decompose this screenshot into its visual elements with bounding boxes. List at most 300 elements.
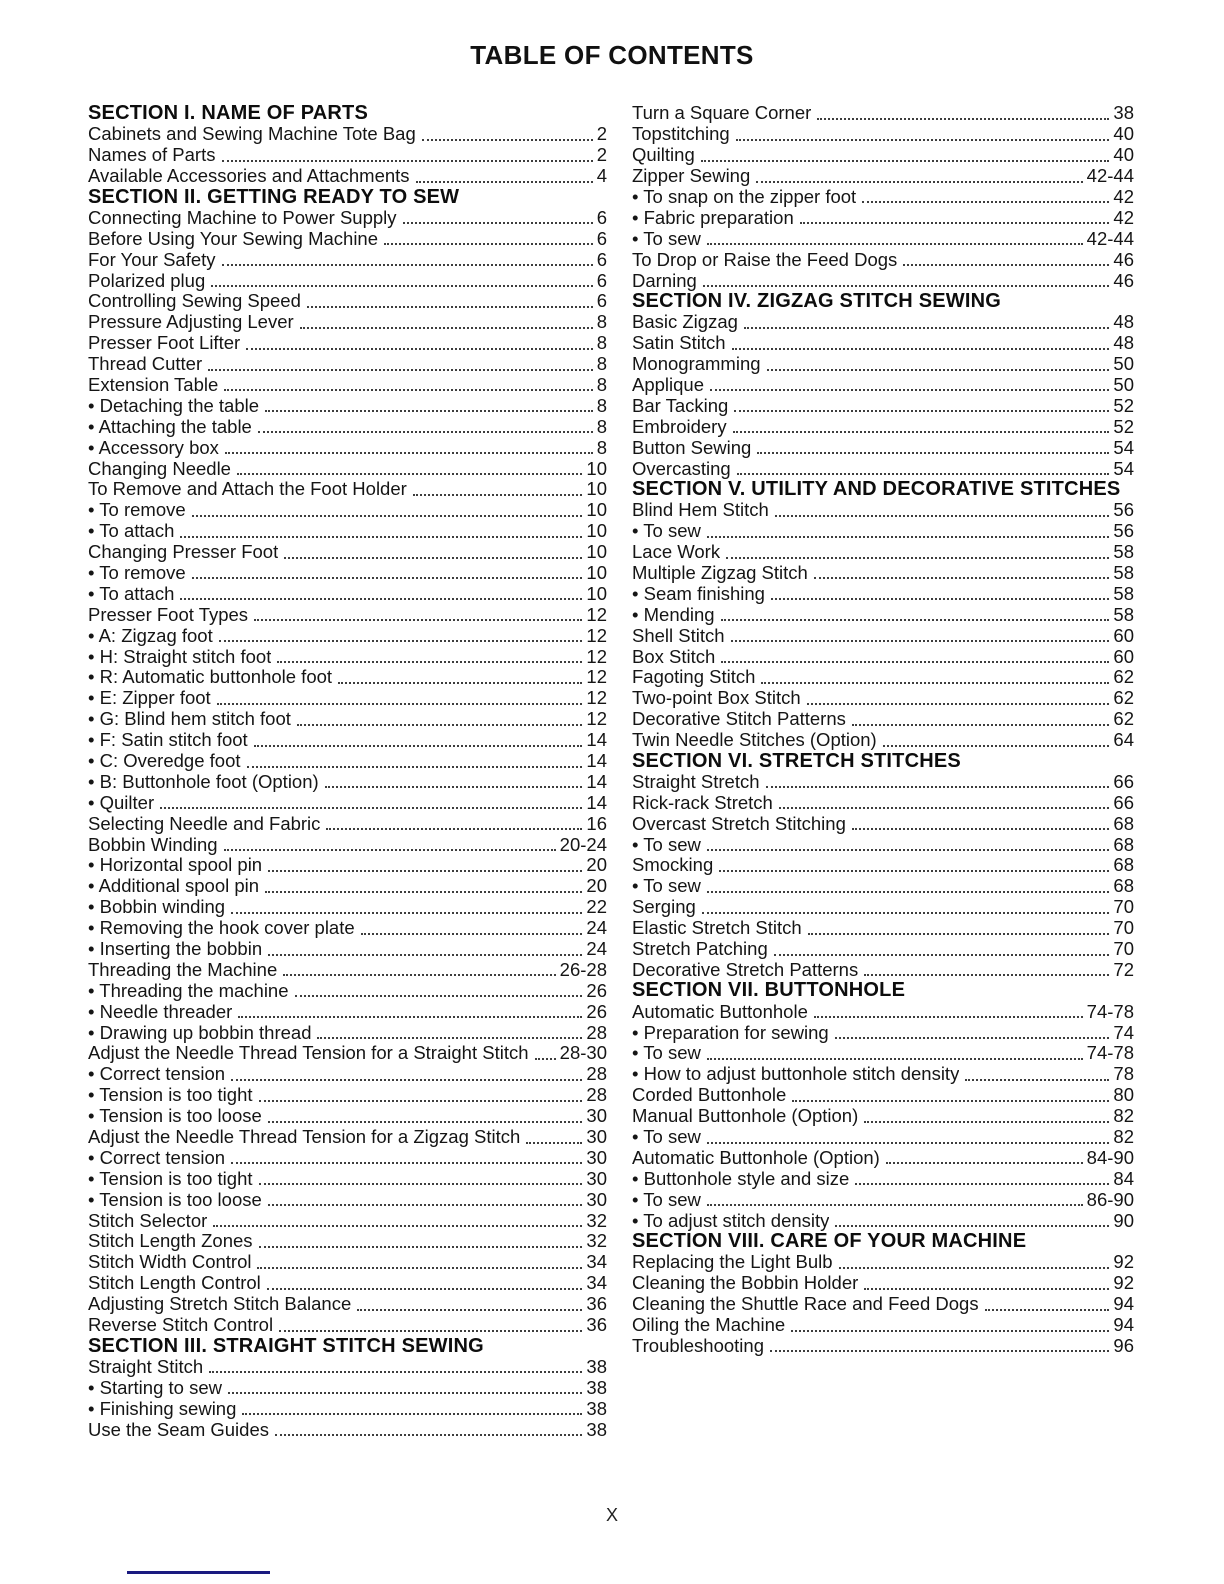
page-number: 30 bbox=[586, 1126, 607, 1148]
toc-entry bbox=[88, 688, 607, 709]
dot-leader bbox=[237, 473, 582, 475]
toc-entry bbox=[88, 813, 607, 834]
page-number: 50 bbox=[1113, 353, 1134, 375]
toc-entry bbox=[88, 333, 607, 354]
entry-label: Connecting Machine to Power Supply bbox=[88, 207, 397, 228]
dot-leader bbox=[180, 536, 582, 538]
entry-label: • To attach bbox=[88, 521, 175, 542]
toc-entry bbox=[88, 709, 607, 730]
toc-entry bbox=[88, 521, 607, 542]
entry-label: Overcasting bbox=[632, 458, 731, 479]
dot-leader bbox=[259, 1246, 583, 1248]
toc-entry bbox=[88, 312, 607, 333]
dot-leader bbox=[277, 661, 582, 663]
page-number: 70 bbox=[1113, 917, 1134, 939]
toc-entry bbox=[632, 1189, 1134, 1210]
page-number: 40 bbox=[1113, 123, 1134, 145]
dot-leader bbox=[707, 243, 1083, 245]
entry-label: • Seam finishing bbox=[632, 583, 765, 604]
toc-entry bbox=[632, 1106, 1134, 1127]
toc-entry bbox=[632, 1315, 1134, 1336]
dot-leader bbox=[864, 974, 1109, 976]
entry-label: • Detaching the table bbox=[88, 395, 260, 416]
toc-entry bbox=[88, 1231, 607, 1252]
toc-entry bbox=[88, 166, 607, 187]
entry-label: Shell Stitch bbox=[632, 625, 725, 646]
toc-entry bbox=[632, 458, 1134, 479]
entry-label: Use the Seam Guides bbox=[88, 1419, 269, 1440]
page-number: 14 bbox=[586, 729, 607, 751]
dot-leader bbox=[160, 807, 582, 809]
entry-label: Topstitching bbox=[632, 124, 730, 145]
page-number: 92 bbox=[1113, 1251, 1134, 1273]
entry-label: Blind Hem Stitch bbox=[632, 500, 769, 521]
dot-leader bbox=[300, 327, 593, 329]
footer-page-marker: X bbox=[605, 1505, 618, 1525]
toc-entry bbox=[88, 1356, 607, 1377]
dot-leader bbox=[779, 807, 1110, 809]
entry-label: • Additional spool pin bbox=[88, 876, 260, 897]
dot-leader bbox=[702, 912, 1110, 914]
toc-entry bbox=[88, 625, 607, 646]
page-number: 68 bbox=[1113, 875, 1134, 897]
dot-leader bbox=[852, 828, 1110, 830]
entry-label: • To remove bbox=[88, 500, 186, 521]
entry-label: • Correct tension bbox=[88, 1147, 226, 1168]
entry-label: • Removing the hook cover plate bbox=[88, 918, 355, 939]
page-number: 24 bbox=[586, 938, 607, 960]
entry-label: • Tension is too tight bbox=[88, 1085, 253, 1106]
dot-leader bbox=[707, 849, 1110, 851]
toc-entry bbox=[88, 1043, 607, 1064]
dot-leader bbox=[721, 661, 1109, 663]
page-number: 12 bbox=[586, 625, 607, 646]
toc-entry bbox=[88, 458, 607, 479]
entry-label: For Your Safety bbox=[88, 249, 216, 270]
toc-entry bbox=[632, 1168, 1134, 1189]
dot-leader bbox=[225, 452, 593, 454]
toc-entry bbox=[632, 1210, 1134, 1231]
page-number: 36 bbox=[586, 1314, 607, 1336]
toc-columns bbox=[88, 103, 1134, 1440]
dot-leader bbox=[217, 703, 583, 705]
toc-entry bbox=[88, 124, 607, 145]
page-number: 54 bbox=[1113, 437, 1134, 458]
dot-leader bbox=[835, 1225, 1109, 1227]
dot-leader bbox=[284, 557, 582, 559]
entry-label: Cleaning the Bobbin Holder bbox=[632, 1273, 859, 1294]
entry-label: Troubleshooting bbox=[632, 1335, 764, 1356]
dot-leader bbox=[864, 1288, 1109, 1290]
page-number: 10 bbox=[586, 458, 607, 479]
toc-entry bbox=[632, 500, 1134, 521]
page-number: 66 bbox=[1113, 792, 1134, 813]
toc-entry bbox=[632, 270, 1134, 291]
toc-entry bbox=[88, 542, 607, 563]
toc-entry bbox=[632, 688, 1134, 709]
dot-leader bbox=[267, 1288, 583, 1290]
entry-label: Embroidery bbox=[632, 416, 727, 437]
dot-leader bbox=[307, 306, 593, 308]
dot-leader bbox=[835, 1037, 1110, 1039]
dot-leader bbox=[535, 1058, 556, 1060]
dot-leader bbox=[808, 933, 1110, 935]
entry-label: Available Accessories and Attachments bbox=[88, 166, 410, 187]
toc-entry bbox=[88, 876, 607, 897]
entry-label: Quilting bbox=[632, 145, 695, 166]
entry-label: • Inserting the bobbin bbox=[88, 939, 263, 960]
dot-leader bbox=[265, 891, 582, 893]
entry-label: • F: Satin stitch foot bbox=[88, 730, 248, 751]
page-number: 30 bbox=[586, 1147, 607, 1168]
page-number: 92 bbox=[1113, 1272, 1134, 1294]
entry-label: • Bobbin winding bbox=[88, 897, 226, 918]
toc-entry bbox=[632, 166, 1134, 187]
page-number: 4 bbox=[596, 165, 607, 187]
entry-label: • Horizontal spool pin bbox=[88, 855, 263, 876]
toc-section-heading: SECTION VII. BUTTONHOLE bbox=[632, 980, 906, 1002]
toc-entry bbox=[632, 563, 1134, 584]
entry-label: Two-point Box Stitch bbox=[632, 688, 801, 709]
entry-label: Changing Presser Foot bbox=[88, 542, 279, 563]
entry-label: • B: Buttonhole foot (Option) bbox=[88, 771, 319, 792]
toc-entry bbox=[88, 1064, 607, 1085]
toc-entry bbox=[632, 395, 1134, 416]
entry-label: Straight Stretch bbox=[632, 771, 760, 792]
entry-label: • Fabric preparation bbox=[632, 207, 794, 228]
page-number: 12 bbox=[586, 646, 607, 667]
page-number: 38 bbox=[586, 1398, 607, 1419]
dot-leader bbox=[761, 682, 1109, 684]
page-number: 38 bbox=[586, 1419, 607, 1440]
entry-label: Serging bbox=[632, 897, 696, 918]
page-number: 82 bbox=[1113, 1105, 1134, 1127]
dot-leader bbox=[855, 1183, 1109, 1185]
dot-leader bbox=[317, 1037, 582, 1039]
entry-label: • Tension is too loose bbox=[88, 1106, 262, 1127]
entry-label: • To attach bbox=[88, 583, 175, 604]
toc-entry bbox=[88, 291, 607, 312]
toc-entry bbox=[88, 1398, 607, 1419]
toc-section-heading: SECTION I. NAME OF PARTS bbox=[88, 103, 368, 124]
toc-entry bbox=[632, 1022, 1134, 1043]
toc-entry bbox=[632, 667, 1134, 688]
toc-entry bbox=[88, 1294, 607, 1315]
dot-leader bbox=[814, 577, 1110, 579]
toc-entry bbox=[632, 375, 1134, 396]
toc-entry bbox=[632, 855, 1134, 876]
page-number: 58 bbox=[1113, 541, 1134, 563]
toc-entry bbox=[632, 1336, 1134, 1357]
page-number: 14 bbox=[586, 750, 607, 771]
page-number: 20 bbox=[586, 855, 607, 876]
page-number: 72 bbox=[1113, 959, 1134, 980]
toc-entry bbox=[88, 1210, 607, 1231]
toc-entry bbox=[88, 1106, 607, 1127]
toc-section-heading: SECTION II. GETTING READY TO SEW bbox=[88, 186, 460, 208]
entry-label: Multiple Zigzag Stitch bbox=[632, 562, 808, 583]
entry-label: • Threading the machine bbox=[88, 980, 289, 1001]
page-number: 48 bbox=[1113, 332, 1134, 354]
entry-label: • To sew bbox=[632, 228, 701, 249]
toc-entry bbox=[88, 395, 607, 416]
page-number: 30 bbox=[586, 1168, 607, 1189]
page-number: 8 bbox=[596, 374, 607, 395]
dot-leader bbox=[707, 536, 1110, 538]
page-number: 64 bbox=[1113, 729, 1134, 751]
dot-leader bbox=[357, 1309, 582, 1311]
toc-entry bbox=[632, 542, 1134, 563]
page-number: 46 bbox=[1113, 249, 1134, 270]
dot-leader bbox=[325, 786, 583, 788]
dot-leader bbox=[791, 1330, 1109, 1332]
page-number: 28-30 bbox=[559, 1043, 607, 1064]
page-number: 52 bbox=[1113, 395, 1134, 416]
dot-leader bbox=[710, 389, 1109, 391]
page-number: 42-44 bbox=[1086, 228, 1134, 249]
dot-leader bbox=[254, 619, 582, 621]
dot-leader bbox=[222, 264, 593, 266]
dot-leader bbox=[774, 954, 1110, 956]
dot-leader bbox=[247, 766, 583, 768]
entry-label: • H: Straight stitch foot bbox=[88, 646, 272, 667]
entry-label: • To sew bbox=[632, 1043, 701, 1064]
dot-leader bbox=[886, 1162, 1083, 1164]
dot-leader bbox=[766, 786, 1110, 788]
page-number: 42 bbox=[1113, 186, 1134, 207]
page-number: 68 bbox=[1113, 855, 1134, 876]
dot-leader bbox=[767, 369, 1110, 371]
entry-label: Cleaning the Shuttle Race and Feed Dogs bbox=[632, 1294, 979, 1315]
dot-leader bbox=[965, 1079, 1109, 1081]
toc-entry bbox=[632, 228, 1134, 249]
entry-label: Satin Stitch bbox=[632, 333, 726, 354]
toc-section-heading: SECTION VI. STRETCH STITCHES bbox=[632, 750, 961, 772]
toc-entry bbox=[632, 876, 1134, 897]
dot-leader bbox=[246, 348, 593, 350]
page-number: 6 bbox=[596, 270, 607, 291]
toc-entry bbox=[632, 103, 1134, 124]
page-number: 56 bbox=[1113, 520, 1134, 542]
entry-label: • A: Zigzag foot bbox=[88, 625, 213, 646]
toc-entry bbox=[632, 1064, 1134, 1085]
dot-leader bbox=[703, 285, 1110, 287]
entry-label: Box Stitch bbox=[632, 646, 716, 667]
page-number: 10 bbox=[586, 541, 607, 563]
toc-entry bbox=[88, 437, 607, 458]
entry-label: Stretch Patching bbox=[632, 939, 768, 960]
toc-entry bbox=[88, 270, 607, 291]
entry-label: • Quilter bbox=[88, 792, 155, 813]
dot-leader bbox=[213, 1225, 582, 1227]
entry-label: • To snap on the zipper foot bbox=[632, 186, 857, 207]
dot-leader bbox=[384, 243, 593, 245]
dot-leader bbox=[771, 598, 1109, 600]
dot-leader bbox=[744, 327, 1110, 329]
entry-label: • G: Blind hem stitch foot bbox=[88, 709, 291, 730]
page-number: 34 bbox=[586, 1251, 607, 1273]
page-number: 74-78 bbox=[1086, 1043, 1134, 1064]
toc-entry bbox=[88, 772, 607, 793]
entry-label: • To sew bbox=[632, 521, 701, 542]
page-number: 10 bbox=[586, 499, 607, 521]
toc-entry bbox=[88, 354, 607, 375]
page-number: 36 bbox=[586, 1293, 607, 1315]
page-number: 26-28 bbox=[559, 959, 607, 980]
entry-label: • Finishing sewing bbox=[88, 1398, 237, 1419]
entry-label: Fagoting Stitch bbox=[632, 667, 756, 688]
page-number: 74-78 bbox=[1086, 1001, 1134, 1022]
toc-left-column bbox=[88, 103, 607, 1440]
toc-entry bbox=[88, 1127, 607, 1148]
entry-label: Presser Foot Lifter bbox=[88, 333, 241, 354]
entry-label: • Preparation for sewing bbox=[632, 1022, 829, 1043]
entry-label: Turn a Square Corner bbox=[632, 103, 812, 124]
page-number: 58 bbox=[1113, 562, 1134, 583]
entry-label: Smocking bbox=[632, 855, 714, 876]
toc-entry bbox=[632, 145, 1134, 166]
page-number: 6 bbox=[596, 228, 607, 249]
dot-leader bbox=[403, 222, 593, 224]
page-number: 30 bbox=[586, 1189, 607, 1210]
page-number: 8 bbox=[596, 311, 607, 333]
page-number: 66 bbox=[1113, 771, 1134, 792]
dot-leader bbox=[268, 1121, 583, 1123]
toc-entry bbox=[88, 479, 607, 500]
entry-label: Names of Parts bbox=[88, 145, 216, 166]
dot-leader bbox=[839, 1267, 1110, 1269]
toc-entry bbox=[632, 772, 1134, 793]
toc-entry bbox=[88, 207, 607, 228]
dot-leader bbox=[985, 1309, 1110, 1311]
entry-label: • Mending bbox=[632, 604, 715, 625]
page-number: 96 bbox=[1113, 1335, 1134, 1356]
dot-leader bbox=[259, 1100, 583, 1102]
dot-leader bbox=[275, 1434, 582, 1436]
toc-entry bbox=[88, 792, 607, 813]
entry-label: Stitch Selector bbox=[88, 1210, 208, 1231]
dot-leader bbox=[852, 724, 1110, 726]
dot-leader bbox=[757, 452, 1109, 454]
entry-label: Reverse Stitch Control bbox=[88, 1315, 274, 1336]
toc-entry bbox=[88, 834, 607, 855]
toc-entry bbox=[632, 604, 1134, 625]
dot-leader bbox=[737, 473, 1110, 475]
entry-label: • To remove bbox=[88, 562, 186, 583]
toc-entry bbox=[88, 1273, 607, 1294]
page-number: 6 bbox=[596, 207, 607, 228]
page-number: 20 bbox=[586, 875, 607, 897]
toc-entry bbox=[88, 855, 607, 876]
page-number: 68 bbox=[1113, 813, 1134, 834]
toc-entry bbox=[88, 1252, 607, 1273]
page-title: TABLE OF CONTENTS bbox=[470, 40, 754, 70]
dot-leader bbox=[736, 139, 1110, 141]
entry-label: • Tension is too tight bbox=[88, 1168, 253, 1189]
dot-leader bbox=[862, 201, 1109, 203]
entry-label: Straight Stitch bbox=[88, 1356, 204, 1377]
toc-entry bbox=[88, 1168, 607, 1189]
dot-leader bbox=[707, 1142, 1110, 1144]
toc-entry bbox=[632, 583, 1134, 604]
toc-entry bbox=[88, 375, 607, 396]
toc-entry bbox=[88, 646, 607, 667]
page-number: 34 bbox=[586, 1272, 607, 1294]
dot-leader bbox=[259, 1183, 583, 1185]
dot-leader bbox=[707, 891, 1110, 893]
entry-label: • C: Overedge foot bbox=[88, 751, 241, 771]
dot-leader bbox=[268, 870, 582, 872]
page-number: 6 bbox=[596, 291, 607, 312]
page-number: 78 bbox=[1113, 1063, 1134, 1085]
dot-leader bbox=[361, 933, 583, 935]
toc-right-column bbox=[632, 103, 1134, 1440]
page-number: 58 bbox=[1113, 604, 1134, 625]
entry-label: Overcast Stretch Stitching bbox=[632, 813, 846, 834]
entry-label: Decorative Stretch Patterns bbox=[632, 959, 859, 980]
toc-entry bbox=[632, 625, 1134, 646]
toc-entry bbox=[632, 333, 1134, 354]
page-number: 8 bbox=[596, 353, 607, 375]
toc-entry bbox=[88, 751, 607, 772]
entry-label: Cabinets and Sewing Machine Tote Bag bbox=[88, 124, 416, 145]
dot-leader bbox=[242, 1413, 582, 1415]
toc-entry bbox=[88, 228, 607, 249]
page-number: 26 bbox=[586, 980, 607, 1001]
page-number: 22 bbox=[586, 896, 607, 918]
page-number: 2 bbox=[596, 144, 607, 166]
page-number: 12 bbox=[586, 667, 607, 688]
entry-label: Decorative Stitch Patterns bbox=[632, 709, 846, 730]
dot-leader bbox=[770, 1350, 1109, 1352]
page-number: 48 bbox=[1113, 311, 1134, 333]
page-number: 32 bbox=[586, 1231, 607, 1252]
toc-entry bbox=[88, 980, 607, 1001]
entry-label: • Tension is too loose bbox=[88, 1189, 262, 1210]
entry-label: • R: Automatic buttonhole foot bbox=[88, 667, 333, 688]
page-number: 90 bbox=[1113, 1210, 1134, 1231]
page-number: 38 bbox=[586, 1356, 607, 1377]
entry-label: • Attaching the table bbox=[88, 416, 252, 437]
toc-entry bbox=[632, 124, 1134, 145]
entry-label: Thread Cutter bbox=[88, 354, 203, 375]
bottom-accent-line bbox=[127, 1571, 270, 1574]
page-number: 28 bbox=[586, 1063, 607, 1085]
page-number: 12 bbox=[586, 708, 607, 730]
toc-entry bbox=[632, 416, 1134, 437]
dot-leader bbox=[211, 285, 592, 287]
toc-entry bbox=[632, 1273, 1134, 1294]
dot-leader bbox=[180, 598, 582, 600]
entry-label: Polarized plug bbox=[88, 270, 206, 291]
page-number: 8 bbox=[596, 416, 607, 437]
dot-leader bbox=[209, 1371, 582, 1373]
dot-leader bbox=[238, 1016, 582, 1018]
dot-leader bbox=[326, 828, 582, 830]
toc-entry bbox=[632, 187, 1134, 208]
toc-entry bbox=[632, 249, 1134, 270]
page-number: 58 bbox=[1113, 583, 1134, 604]
entry-label: Bobbin Winding bbox=[88, 834, 218, 855]
page-number: 24 bbox=[586, 917, 607, 939]
dot-leader bbox=[416, 181, 593, 183]
entry-label: Applique bbox=[632, 374, 705, 395]
entry-label: Rick-rack Stretch bbox=[632, 792, 773, 813]
page-number: 68 bbox=[1113, 834, 1134, 855]
toc-entry bbox=[632, 207, 1134, 228]
page-number: 74 bbox=[1113, 1022, 1134, 1043]
dot-leader bbox=[726, 557, 1109, 559]
